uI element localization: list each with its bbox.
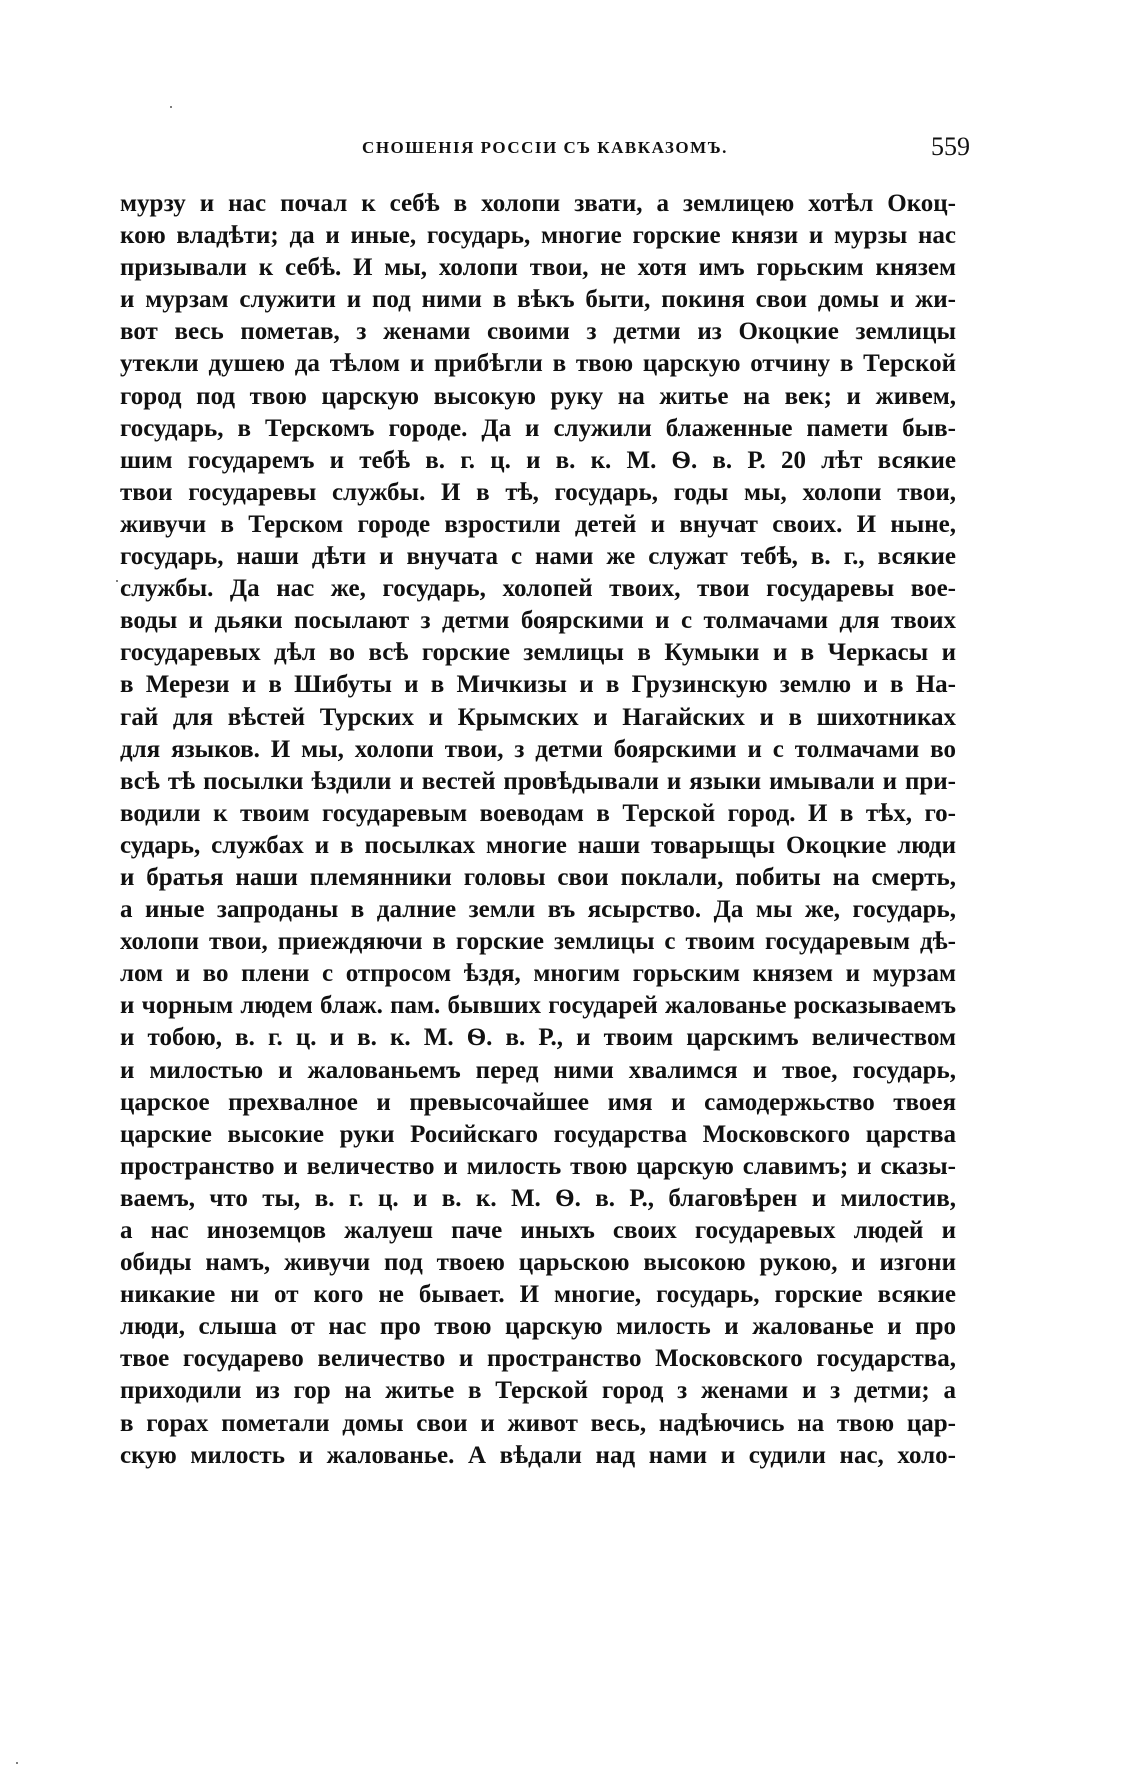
body-text [120, 188, 956, 1472]
text-line: утекли душею да тѣлом и прибѣгли в твою царскую отчину в Терской [120, 350, 956, 378]
text-line: пространство и величество и милость твою царскую славимъ; и сказы- [120, 1152, 956, 1180]
text-line: для языков. И мы, холопи твои, з детми боярскими и с толмачами во [120, 735, 956, 763]
text-line: вот весь пометав, з женами своими з детми из Окоцкие землицы [120, 318, 956, 346]
running-head [120, 132, 970, 170]
text-line: мурзу и нас почал к себѣ в холопи звати, а землицею хотѣл Окоц- [120, 190, 956, 217]
text-line: всѣ тѣ посылки ѣздили и вестей провѣдывали и языки имывали и при- [120, 767, 956, 795]
text-line: скую милость и жалованье. А вѣдали над нами и судили нас, холо- [120, 1441, 956, 1469]
text-line: шим государемъ и тебѣ в. г. ц. и в. к. М. Ѳ. в. Р. 20 лѣт всякие [120, 446, 956, 474]
running-title: СНОШЕНІЯ РОССІИ СЪ КАВКАЗОМЪ. [362, 138, 728, 157]
text-line: царское прехвалное и превысочайшее имя и самодержьство твоея [120, 1088, 956, 1116]
text-line: и чорным людем блаж. пам. бывших государей жалованье росказываемъ [120, 992, 956, 1020]
text-line: а иные запроданы в далние земли въ ясырство. Да мы же, государь, [120, 896, 956, 924]
scan-speck [170, 106, 172, 108]
text-line: призывали к себѣ. И мы, холопи твои, не хотя имъ горьским князем [120, 254, 956, 282]
text-line: гай для вѣстей Турских и Крымских и Нагайских и в шихотниках [120, 703, 956, 731]
text-line: люди, слыша от нас про твою царскую милость и жалованье и про [120, 1313, 956, 1341]
text-line: сударь, службах и в посылках многие наши товарыщы Окоцкие люди [120, 831, 956, 859]
text-line: никакие ни от кого не бывает. И многие, государь, горские всякие [120, 1281, 956, 1309]
scan-speck [16, 1762, 18, 1764]
text-line: царские высокие руки Росийскаго государства Московского царства [120, 1120, 956, 1148]
text-line: воды и дьяки посылают з детми боярскими и с толмачами для твоих [120, 607, 956, 635]
text-line: живучи в Терском городе взростили детей и внучат своих. И ныне, [120, 510, 956, 538]
text-line: кою владѣти; да и иные, государь, многие горские князи и мурзы нас [120, 222, 956, 250]
scan-speck [116, 580, 118, 582]
page-number: 559 [931, 132, 970, 161]
text-line: и тобою, в. г. ц. и в. к. М. Ѳ. в. Р., и твоим царскимъ величеством [120, 1024, 956, 1052]
text-line: обиды намъ, живучи под твоею царьскою высокою рукою, и изгони [120, 1249, 956, 1277]
text-line: лом и во плени с отпросом ѣздя, многим горьским князем и мурзам [120, 960, 956, 988]
text-line: и милостью и жалованьемъ перед ними хвалимся и твое, государь, [120, 1056, 956, 1084]
text-line: а нас иноземцов жалуеш паче иныхъ своих государевых людей и [120, 1217, 956, 1244]
text-line: твои государевы службы. И в тѣ, государь, годы мы, холопи твои, [120, 478, 956, 506]
text-line: государь, в Терскомъ городе. Да и служили блаженные памети быв- [120, 414, 956, 442]
text-line: в Мерези и в Шибуты и в Мичкизы и в Грузинскую землю и в На- [120, 671, 956, 699]
text-line: государь, наши дѣти и внучата с нами же служат тебѣ, в. г., всякие [120, 543, 956, 571]
text-line: государевых дѣл во всѣ горские землицы в Кумыки и в Черкасы и [120, 639, 956, 667]
text-line: холопи твои, приеждяючи в горские землицы с твоим государевым дѣ- [120, 928, 956, 956]
text-line: водили к твоим государевым воеводам в Терской город. И в тѣх, го- [120, 799, 956, 827]
text-line: службы. Да нас же, государь, холопей твоих, твои государевы вое- [120, 575, 956, 603]
text-line: и братья наши племянники головы свои поклали, побиты на смерть, [120, 863, 956, 891]
text-line: твое государево величество и пространство Московского государства, [120, 1345, 956, 1373]
text-line: город под твою царскую высокую руку на житье на век; и живем, [120, 382, 956, 410]
text-line: и мурзам служити и под ними в вѣкъ быти, покиня свои домы и жи- [120, 286, 956, 314]
text-line: приходили из гор на житье в Терской город з женами и з детми; а [120, 1377, 956, 1405]
text-line: в горах пометали домы свои и живот весь, надѣючись на твою цар- [120, 1409, 956, 1437]
text-line: ваемъ, что ты, в. г. ц. и в. к. М. Ѳ. в. Р., благовѣрен и милостив, [120, 1184, 956, 1212]
